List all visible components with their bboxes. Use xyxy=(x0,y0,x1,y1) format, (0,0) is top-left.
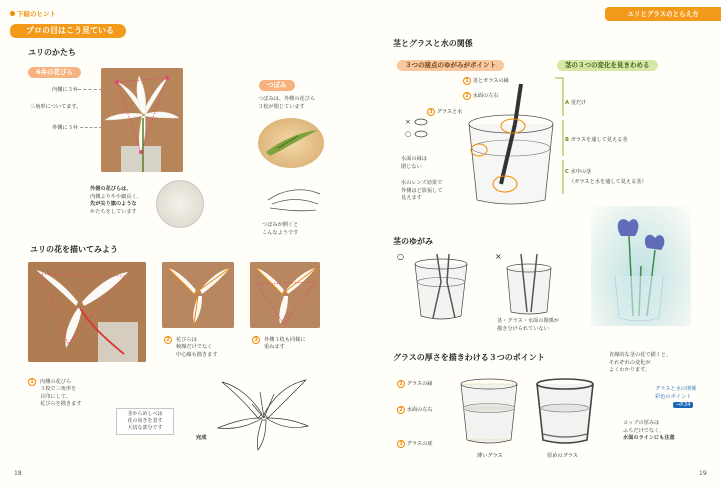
change-a: A 茎だけ xyxy=(565,100,587,106)
link-note: グラスと水の関係 彩色のポイント xyxy=(655,386,697,400)
step2-photo xyxy=(162,262,234,328)
glass-point3: 3 グラスの底 xyxy=(397,440,432,448)
thin-glass-label: 薄いグラス xyxy=(477,453,503,459)
lily-step1-illustration xyxy=(28,262,146,362)
lily-photo xyxy=(101,68,183,172)
thin-glass-sketch xyxy=(457,374,521,450)
svg-text:○: ○ xyxy=(405,130,412,138)
topic-badge: ユリとグラスのとらえ方 xyxy=(605,7,721,21)
correct-glass-sketch xyxy=(407,254,477,322)
distortion-note: 茎・グラス・水面の関係が 描き分けられていない xyxy=(497,318,560,332)
section-banner: プロの目はこう見ている xyxy=(16,24,126,38)
section-title-draw-lily: ユリの花を描いてみよう xyxy=(30,245,118,254)
leader-line xyxy=(80,127,102,128)
page-reference-link[interactable]: →P.34 xyxy=(673,402,693,408)
ng-mark: × xyxy=(495,252,502,261)
section-title-glass-thickness: グラスの厚さを描きわける３つのポイント xyxy=(393,353,545,362)
triangle-label: 三角形についてます。 xyxy=(30,104,82,110)
point1: 1 茎とガラスの縁 xyxy=(463,77,509,85)
petal-closeup xyxy=(156,180,204,228)
step1-text: 1 内側の花びら ３枚で三角形を 目印にして、 花びらを描きます xyxy=(28,378,82,409)
glass-point2: 2 水面の左右 xyxy=(397,406,433,414)
lily-step2-illustration xyxy=(162,262,234,328)
step3-text: 3 外側３枚も同様に 重ねます xyxy=(252,336,306,352)
section-title-lily-shape: ユリのかたち xyxy=(28,48,76,57)
thick-glass-label: 厚めのグラス xyxy=(547,453,578,459)
right-page xyxy=(361,0,721,488)
point2: 2 水面の左右 xyxy=(463,92,499,100)
ok-mark: ○ xyxy=(397,252,404,261)
bud-open-note: つぼみが開くと こんなようです xyxy=(262,222,299,236)
step2-text: 2 花びらは 稜線だけでなく 中心線も描きます xyxy=(164,336,218,359)
change-b: B ガラスを通して見える茎 xyxy=(565,137,628,143)
outer-petals-label: 外側に３弁 xyxy=(52,125,78,131)
water-edge-diagram xyxy=(405,112,429,152)
petals-pill: 6弁の花びら xyxy=(28,67,81,78)
final-lily-sketch xyxy=(212,374,312,454)
page-number-right: 19 xyxy=(699,470,707,477)
petal-description: 外側の花びらは、 内側よりやや細長く、 先が尖り旗のような かたちをしています xyxy=(90,186,142,215)
page-number-left: 18 xyxy=(14,470,22,477)
change-c-sub: （ガラスと水を通して見える茎） xyxy=(569,179,647,185)
bud-sketch xyxy=(262,180,326,220)
left-page xyxy=(0,0,360,488)
stem-changes-pill: 茎の３つの変化を見きわめる xyxy=(557,60,658,71)
done-label: 完成 xyxy=(196,435,207,441)
section-title-stem-glass: 茎とグラスと水の関係 xyxy=(393,39,473,48)
incorrect-glass-sketch xyxy=(501,254,561,316)
lens-effect-note: 水のレンズ効果で 外側はど影張して 見えます xyxy=(401,180,443,201)
thick-glass-sketch xyxy=(533,374,597,450)
lily-illustration xyxy=(101,68,183,172)
lily-step3-illustration xyxy=(250,262,320,328)
watercolor-painting xyxy=(591,206,691,326)
watercolor-note: 直線的な茎の花で描くと、 それぞれの変化が よくわかります。 xyxy=(609,352,672,373)
hint-label: 下絵のヒント xyxy=(10,9,56,18)
thickness-note: コップの厚みは ふちだけでなく、 水面のラインにも注意 xyxy=(623,420,675,441)
leader-line xyxy=(78,89,102,90)
bud-description: つぼみは、外側の花びら ３枚が閉じています xyxy=(258,96,316,110)
section-title-stem-distortion: 茎のゆがみ xyxy=(393,237,433,246)
change-c: C 水中の茎 xyxy=(565,169,592,175)
contact-points-pill: ３つの接点のゆがみがポイント xyxy=(397,60,504,71)
glass-stem-diagram xyxy=(455,74,565,214)
bud-pill: つぼみ xyxy=(259,80,295,91)
dot-icon xyxy=(10,11,15,16)
iris-illustration xyxy=(591,206,691,326)
step3-photo xyxy=(250,262,320,328)
water-edge-note: 水面の縁は 閉じない xyxy=(401,156,427,170)
glass-point1: 1 グラスの縁 xyxy=(397,380,432,388)
bud-photo xyxy=(258,118,324,168)
point3: 3 グラスと水 xyxy=(427,108,462,116)
bud-icon xyxy=(258,118,324,168)
step1-photo xyxy=(28,262,146,362)
inner-petals-label: 内側に３弁 xyxy=(52,87,78,93)
stamen-note: 茎からめしべは 花の向きを表す 大切な部分です xyxy=(116,408,174,435)
svg-text:×: × xyxy=(405,118,411,126)
